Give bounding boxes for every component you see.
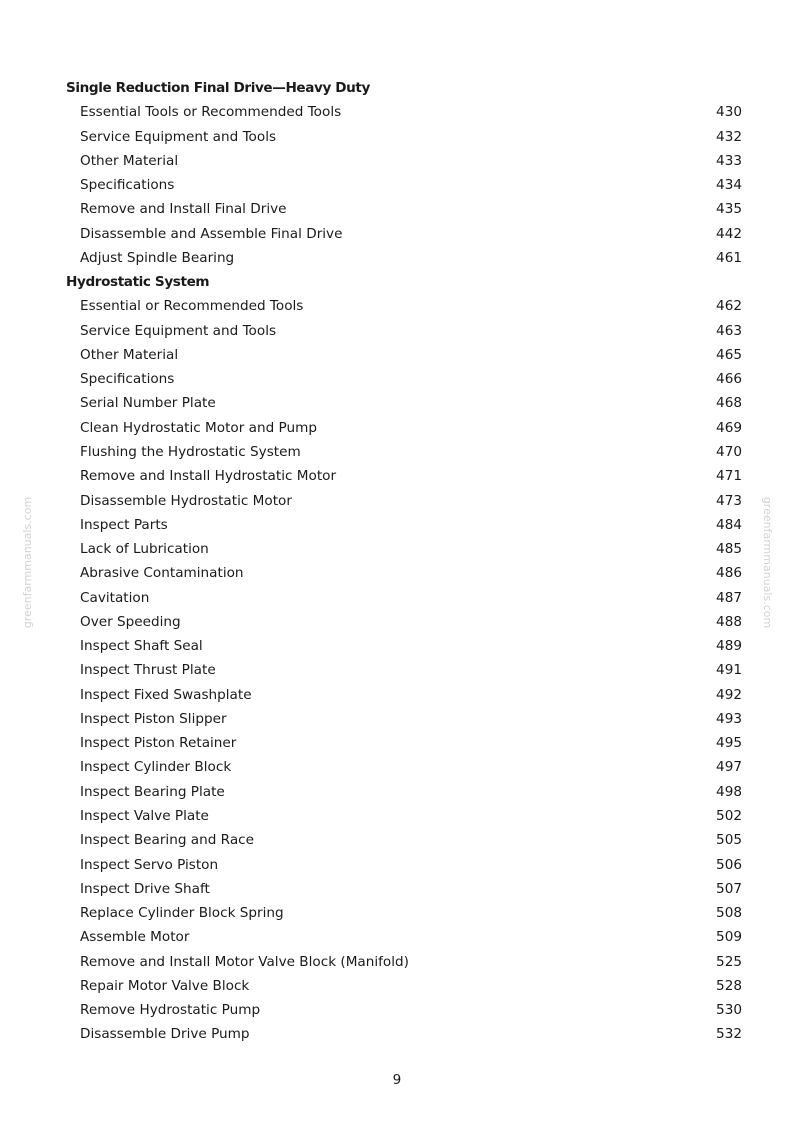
toc-entry-page: 432 <box>716 128 742 145</box>
toc-entry-page: 468 <box>716 395 742 412</box>
toc-entry[interactable] <box>0 173 794 197</box>
toc-entry-page: 509 <box>716 929 742 946</box>
toc-entry-label: Service Equipment and Tools <box>80 128 277 145</box>
toc-entry-label: Inspect Bearing Plate <box>80 783 225 800</box>
toc-entry-label: Assemble Motor <box>80 929 190 946</box>
toc-entry-label: Inspect Servo Piston <box>80 856 219 873</box>
toc-entry-page: 473 <box>716 492 742 509</box>
toc-entry-page: 506 <box>716 856 742 873</box>
section-heading[interactable] <box>0 76 794 100</box>
toc-entry-page: 434 <box>716 177 742 194</box>
toc-entry-label: Other Material <box>80 152 179 169</box>
toc-entry[interactable] <box>0 634 794 658</box>
toc-entry-label: Cavitation <box>80 589 150 606</box>
toc-entry[interactable] <box>0 731 794 755</box>
toc-entry-page: 530 <box>716 1002 742 1019</box>
toc-entry[interactable] <box>0 755 794 779</box>
toc-entry-page: 532 <box>716 1026 742 1043</box>
toc-entry[interactable] <box>0 149 794 173</box>
toc-entry[interactable] <box>0 537 794 561</box>
toc-entry-page: 465 <box>716 346 742 363</box>
toc-entry-page: 463 <box>716 322 742 339</box>
toc-entry-label: Service Equipment and Tools <box>80 322 277 339</box>
toc-entry-label: Inspect Cylinder Block <box>80 759 232 776</box>
toc-entry-label: Abrasive Contamination <box>80 565 244 582</box>
toc-entry-page: 435 <box>716 201 742 218</box>
toc-entry-page: 470 <box>716 443 742 460</box>
toc-entry[interactable] <box>0 658 794 682</box>
toc-entry-label: Inspect Shaft Seal <box>80 638 203 655</box>
toc-entry[interactable] <box>0 877 794 901</box>
toc-entry-label: Disassemble Drive Pump <box>80 1026 250 1043</box>
toc-entry-page: 528 <box>716 977 742 994</box>
toc-entry[interactable] <box>0 197 794 221</box>
watermark-text: greenfarmmanuals.com <box>21 496 35 629</box>
toc-entry-page: 485 <box>716 541 742 558</box>
toc-entry-page: 489 <box>716 638 742 655</box>
toc-entry-page: 484 <box>716 516 742 533</box>
toc-entry[interactable] <box>0 416 794 440</box>
toc-entry-page: 492 <box>716 686 742 703</box>
toc-entry-page: 495 <box>716 735 742 752</box>
toc-entry-label: Remove Hydrostatic Pump <box>80 1002 261 1019</box>
toc-entry-label: Essential Tools or Recommended Tools <box>80 104 342 121</box>
toc-entry[interactable] <box>0 853 794 877</box>
toc-entry-page: 497 <box>716 759 742 776</box>
table-of-contents <box>0 76 794 1047</box>
section-heading[interactable] <box>0 270 794 294</box>
toc-entry[interactable] <box>0 610 794 634</box>
watermark-text: greenfarmmanuals.com <box>761 496 775 629</box>
toc-entry-label: Inspect Thrust Plate <box>80 662 216 679</box>
toc-entry[interactable] <box>0 998 794 1022</box>
toc-entry[interactable] <box>0 561 794 585</box>
toc-entry[interactable] <box>0 828 794 852</box>
toc-entry-label: Serial Number Plate <box>80 395 216 412</box>
toc-entry-label: Replace Cylinder Block Spring <box>80 905 284 922</box>
toc-entry-label: Disassemble Hydrostatic Motor <box>80 492 292 509</box>
toc-entry[interactable] <box>0 513 794 537</box>
toc-entry-label: Remove and Install Final Drive <box>80 201 287 218</box>
toc-entry-label: Remove and Install Hydrostatic Motor <box>80 468 337 485</box>
toc-entry-page: 493 <box>716 710 742 727</box>
toc-entry[interactable] <box>0 367 794 391</box>
toc-entry[interactable] <box>0 222 794 246</box>
toc-entry[interactable] <box>0 464 794 488</box>
page-number: 9 <box>392 1072 402 1088</box>
toc-entry-label: Other Material <box>80 346 179 363</box>
toc-entry[interactable] <box>0 804 794 828</box>
toc-entry[interactable] <box>0 125 794 149</box>
toc-entry-label: Specifications <box>80 177 175 194</box>
toc-entry[interactable] <box>0 950 794 974</box>
toc-entry[interactable] <box>0 343 794 367</box>
toc-entry-page: 461 <box>716 249 742 266</box>
toc-entry-page: 508 <box>716 905 742 922</box>
toc-entry-label: Over Speeding <box>80 613 181 630</box>
toc-entry[interactable] <box>0 586 794 610</box>
toc-entry-page: 462 <box>716 298 742 315</box>
toc-entry[interactable] <box>0 925 794 949</box>
toc-entry-label: Inspect Valve Plate <box>80 807 209 824</box>
toc-entry-page: 471 <box>716 468 742 485</box>
toc-entry-page: 498 <box>716 783 742 800</box>
toc-entry-label: Flushing the Hydrostatic System <box>80 443 301 460</box>
toc-entry-label: Essential or Recommended Tools <box>80 298 304 315</box>
toc-entry[interactable] <box>0 683 794 707</box>
toc-entry[interactable] <box>0 1022 794 1046</box>
toc-entry[interactable] <box>0 294 794 318</box>
toc-entry-label: Remove and Install Motor Valve Block (Manifold) <box>80 953 409 970</box>
toc-entry-page: 469 <box>716 419 742 436</box>
toc-entry-label: Inspect Drive Shaft <box>80 880 210 897</box>
toc-entry-label: Adjust Spindle Bearing <box>80 249 235 266</box>
toc-entry[interactable] <box>0 319 794 343</box>
toc-entry[interactable] <box>0 489 794 513</box>
toc-entry-label: Lack of Lubrication <box>80 541 209 558</box>
toc-entry[interactable] <box>0 780 794 804</box>
toc-entry-label: Inspect Fixed Swashplate <box>80 686 252 703</box>
toc-entry-label: Inspect Bearing and Race <box>80 832 254 849</box>
toc-entry-page: 486 <box>716 565 742 582</box>
toc-entry-page: 442 <box>716 225 742 242</box>
toc-entry[interactable] <box>0 246 794 270</box>
section-title: Hydrostatic System <box>66 274 210 291</box>
toc-entry-page: 491 <box>716 662 742 679</box>
toc-entry-label: Inspect Piston Slipper <box>80 710 227 727</box>
toc-entry-label: Inspect Parts <box>80 516 168 533</box>
toc-entry-label: Clean Hydrostatic Motor and Pump <box>80 419 317 436</box>
toc-entry-page: 430 <box>716 104 742 121</box>
toc-entry-label: Disassemble and Assemble Final Drive <box>80 225 343 242</box>
toc-entry[interactable] <box>0 974 794 998</box>
toc-entry-page: 466 <box>716 371 742 388</box>
toc-entry-label: Specifications <box>80 371 175 388</box>
toc-entry[interactable] <box>0 391 794 415</box>
toc-entry[interactable] <box>0 440 794 464</box>
toc-entry-page: 488 <box>716 613 742 630</box>
section-title: Single Reduction Final Drive—Heavy Duty <box>66 80 370 96</box>
toc-entry-label: Repair Motor Valve Block <box>80 977 250 994</box>
toc-entry[interactable] <box>0 901 794 925</box>
toc-entry-page: 502 <box>716 807 742 824</box>
toc-entry[interactable] <box>0 100 794 124</box>
toc-entry-page: 487 <box>716 589 742 606</box>
toc-entry-page: 525 <box>716 953 742 970</box>
toc-entry-label: Inspect Piston Retainer <box>80 735 237 752</box>
toc-entry-page: 505 <box>716 832 742 849</box>
toc-entry[interactable] <box>0 707 794 731</box>
toc-entry-page: 433 <box>716 152 742 169</box>
toc-entry-page: 507 <box>716 880 742 897</box>
